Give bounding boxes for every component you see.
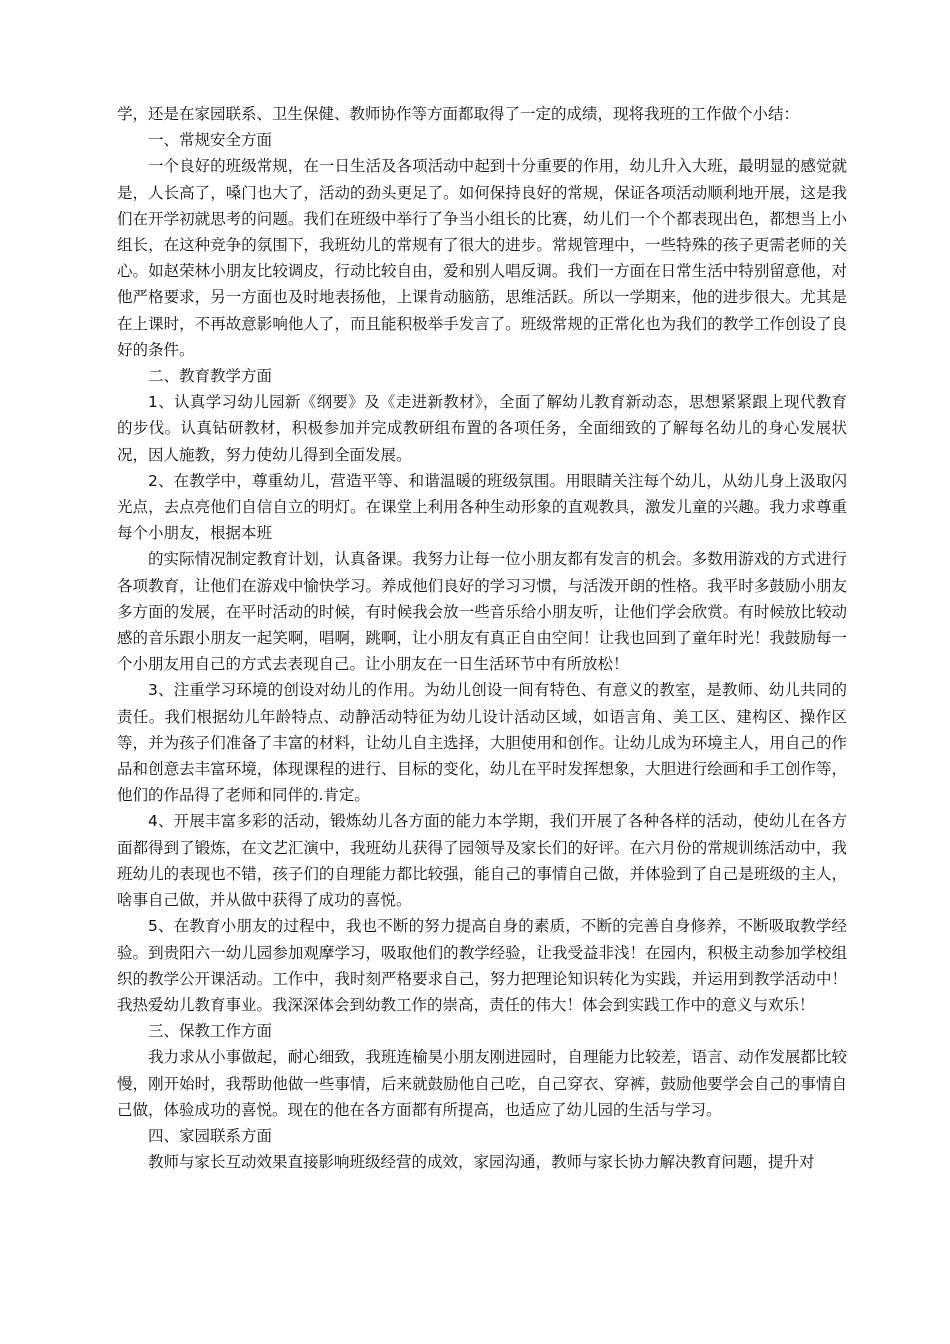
section-heading-routine-safety: 一、常规安全方面 xyxy=(148,131,273,150)
section-heading-care-work: 三、保教工作方面 xyxy=(148,1022,273,1041)
paragraph: 我力求从小事做起，耐心细致，我班连榆昊小朋友刚进园时，自理能力比较差，语言、动作发展都比较慢，刚开始时，我帮助他做一些事情，后来就鼓励他自己吃，自己穿衣、穿裤，鼓励他要学会自己的事情自己做，体验成功的喜悦。现在的他在各方面都有所提高，也适应了幼儿园的生活与学习。 xyxy=(117,1048,847,1119)
document-page xyxy=(117,101,847,1175)
paragraph-continuation: 学，还是在家园联系、卫生保健、教师协作等方面都取得了一定的成绩，现将我班的工作做个小结： xyxy=(117,105,800,123)
paragraph: 1、认真学习幼儿园新《纲要》及《走进新教材》，全面了解幼儿教育新动态，思想紧紧跟上现代教育的步伐。认真钻研教材，积极参加并完成教研组布置的各项任务，全面细致的了解每名幼儿的身心发展状况，因人施教，努力使幼儿得到全面发展。 xyxy=(117,393,847,464)
paragraph: 5、在教育小朋友的过程中，我也不断的努力提高自身的素质，不断的完善自身修养，不断吸取教学经验。到贵阳六一幼儿园参加观摩学习，吸取他们的教学经验，让我受益非浅！在园内，积极主动参加学校组织的教学公开课活动。工作中，我时刻严格要求自己，努力把理论知识转化为实践，并运用到教学活动中！我热爱幼儿教育事业。我深深体会到幼教工作的崇高，责任的伟大！体会到实践工作中的意义与欢乐！ xyxy=(117,917,847,1014)
paragraph: 的实际情况制定教育计划，认真备课。我努力让每一位小朋友都有发言的机会。多数用游戏的方式进行各项教育，让他们在游戏中愉快学习。养成他们良好的学习习惯，与活泼开朗的性格。我平时多鼓励小朋友多方面的发展，在平时活动的时候，有时候我会放一些音乐给小朋友听，让他们学会欣赏。有时候放比较动感的音乐跟小朋友一起笑啊，唱啊，跳啊，让小朋友有真正自由空间！让我也回到了童年时光！我鼓励每一个小朋友用自己的方式去表现自己。让小朋友在一日生活环节中有所放松！ xyxy=(117,550,847,674)
section-heading-home-school: 四、家园联系方面 xyxy=(148,1126,273,1145)
paragraph: 2、在教学中，尊重幼儿，营造平等、和谐温暖的班级氛围。用眼睛关注每个幼儿，从幼儿身上汲取闪光点，去点亮他们自信自立的明灯。在课堂上利用各种生动形象的直观教具，激发儿童的兴趣。我力求尊重每个小朋友，根据本班 xyxy=(117,471,847,543)
paragraph: 3、注重学习环境的创设对幼儿的作用。为幼儿创设一间有特色、有意义的教室，是教师、幼儿共同的责任。我们根据幼儿年龄特点、动静活动特征为幼儿设计活动区域，如语言角、美工区、建构区、操作区等，并为孩子们准备了丰富的材料，让幼儿自主选择，大胆使用和创作。让幼儿成为环境主人，用自己的作品和创意去丰富环境，体现课程的进行、目标的变化，幼儿在平时发挥想象，大胆进行绘画和手工创作等，他们的作品得了老师和同伴的.肯定。 xyxy=(117,681,847,805)
section-heading-education-teaching: 二、教育教学方面 xyxy=(148,367,273,386)
paragraph: 一个良好的班级常规，在一日生活及各项活动中起到十分重要的作用，幼儿升入大班，最明显的感觉就是，人长高了，嗓门也大了，活动的劲头更足了。如何保持良好的常规，保证各项活动顺利地开展，这是我们在开学初就思考的问题。我们在班级中举行了争当小组长的比赛，幼儿们一个个都表现出色，都想当上小组长，在这种竞争的氛围下，我班幼儿的常规有了很大的进步。常规管理中，一些特殊的孩子更需老师的关心。如赵荣林小朋友比较调皮，行动比较自由，爱和别人唱反调。我们一方面在日常生活中特别留意他，对他严格要求，另一方面也及时地表扬他，上课肯动脑筋，思维活跃。所以一学期来，他的进步很大。尤其是在上课时，不再故意影响他人了，而且能积极举手发言了。班级常规的正常化也为我们的教学工作创设了良好的条件。 xyxy=(117,157,847,359)
paragraph: 教师与家长互动效果直接影响班级经营的成效，家园沟通，教师与家长协力解决教育问题，提升对 xyxy=(148,1153,815,1172)
paragraph: 4、开展丰富多彩的活动，锻炼幼儿各方面的能力本学期，我们开展了各种各样的活动，使幼儿在各方面都得到了锻炼，在文艺汇演中，我班幼儿获得了园领导及家长们的好评。在六月份的常规训练活动中，我班幼儿的表现也不错，孩子们的自理能力都比较强，能自己的事情自己做，并体验到了自己是班级的主人，啥事自己做，并从做中获得了成功的喜悦。 xyxy=(117,812,847,910)
